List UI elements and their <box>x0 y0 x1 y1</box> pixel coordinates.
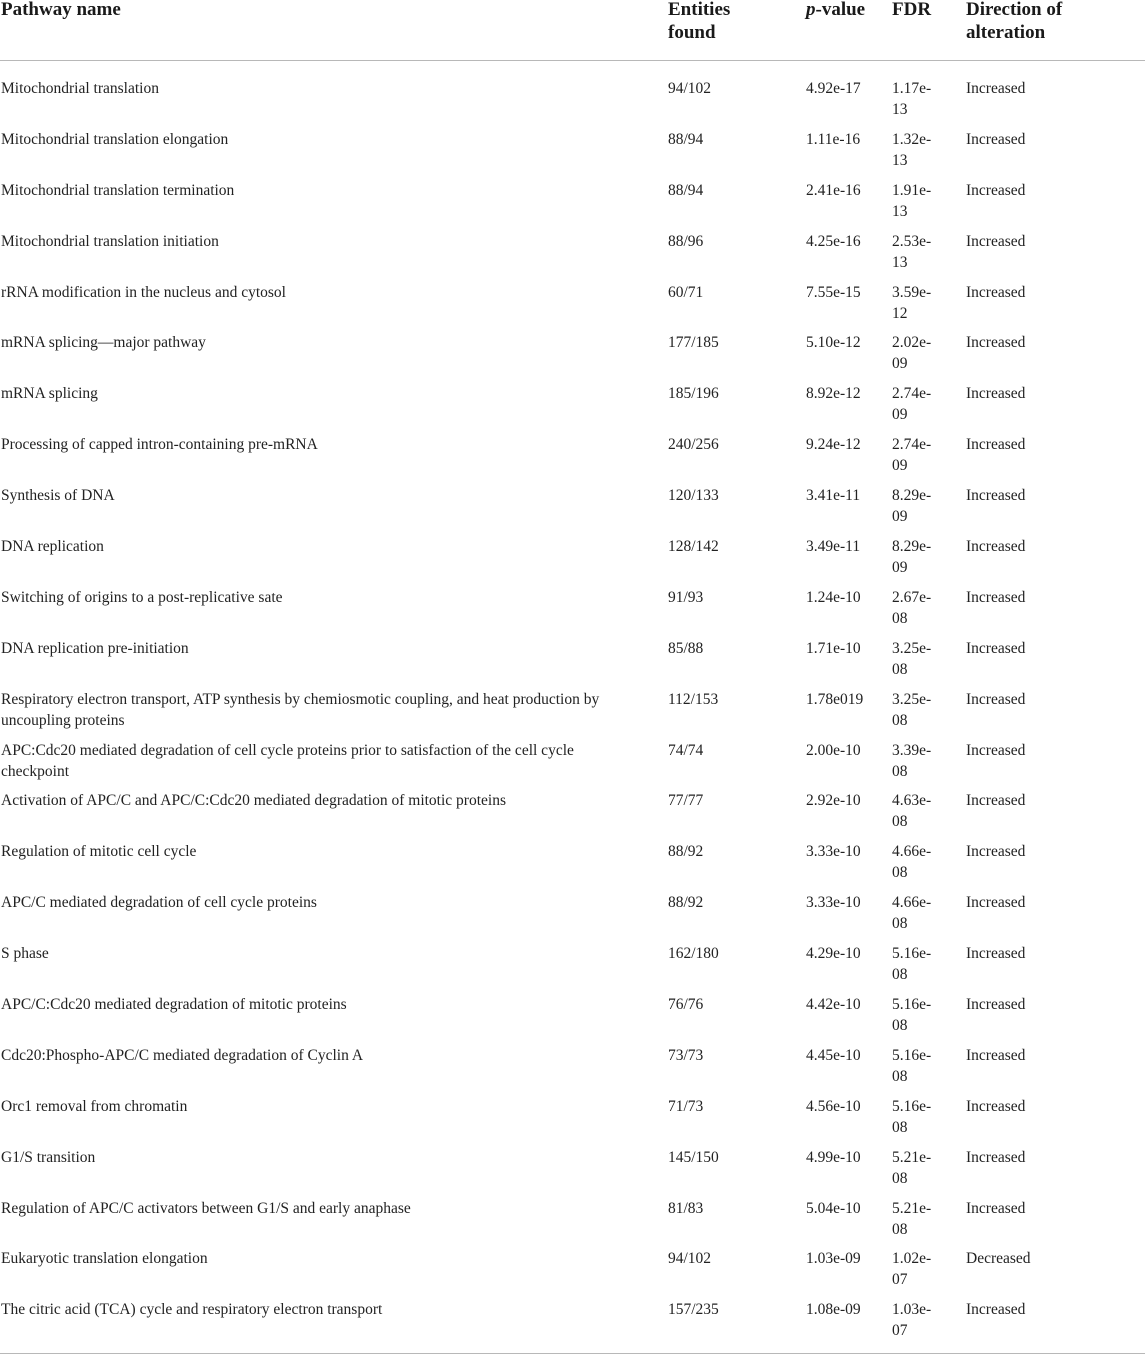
cell-entities-found: 157/235 <box>668 1301 719 1319</box>
cell-pathway-name: DNA replication pre-initiation <box>1 639 189 657</box>
table-bottom-rule <box>0 1353 1145 1354</box>
cell-pathway-name: Regulation of APC/C activators between G1/S and early anaphase <box>1 1199 411 1217</box>
cell-entities-found: 85/88 <box>668 639 704 657</box>
cell-pathway-name: S phase <box>1 945 49 963</box>
cell-direction: Increased <box>966 945 1026 963</box>
cell-fdr: 1.32e-13 <box>892 130 932 169</box>
cell-fdr: 1.17e-13 <box>892 80 932 118</box>
table-row <box>0 1096 1145 1147</box>
table-body <box>0 78 1145 1350</box>
cell-direction: Increased <box>966 487 1026 505</box>
cell-fdr: 3.39e-08 <box>892 741 932 780</box>
cell-direction: Increased <box>966 538 1026 556</box>
cell-direction: Increased <box>966 181 1026 199</box>
table-row <box>0 332 1145 383</box>
cell-entities-found: 73/73 <box>668 1046 704 1064</box>
cell-p-value: 2.92e-10 <box>806 792 861 810</box>
cell-entities-found: 120/133 <box>668 487 719 505</box>
header-p-value-rest: -value <box>815 0 866 20</box>
table-row <box>0 180 1145 231</box>
cell-entities-found: 185/196 <box>668 385 719 403</box>
cell-p-value: 3.33e-10 <box>806 843 861 861</box>
cell-p-value: 4.99e-10 <box>806 1148 861 1166</box>
cell-p-value: 1.03e-09 <box>806 1250 861 1268</box>
cell-fdr: 3.25e-08 <box>892 639 932 678</box>
header-p-value <box>806 0 886 21</box>
cell-pathway-name: Orc1 removal from chromatin <box>1 1097 188 1115</box>
cell-fdr: 2.74e-09 <box>892 385 932 424</box>
cell-direction: Increased <box>966 385 1026 403</box>
cell-pathway-name: Processing of capped intron-containing pre-mRNA <box>1 436 318 454</box>
table-row <box>0 282 1145 333</box>
table-row <box>0 231 1145 282</box>
header-entities-found: Entities found <box>668 0 731 43</box>
cell-p-value: 4.29e-10 <box>806 945 861 963</box>
cell-entities-found: 94/102 <box>668 1250 712 1268</box>
cell-direction: Increased <box>966 996 1026 1014</box>
cell-direction: Increased <box>966 1199 1026 1217</box>
cell-entities-found: 91/93 <box>668 588 704 606</box>
table-row <box>0 536 1145 587</box>
cell-fdr: 2.67e-08 <box>892 588 932 627</box>
cell-direction: Increased <box>966 334 1026 352</box>
cell-pathway-name: APC:Cdc20 mediated degradation of cell cycle proteins prior to satisfaction of the cell cycle checkpoint <box>1 741 574 780</box>
cell-entities-found: 145/150 <box>668 1148 719 1166</box>
cell-pathway-name: Activation of APC/C and APC/C:Cdc20 mediated degradation of mitotic proteins <box>1 792 506 810</box>
cell-fdr: 2.02e-09 <box>892 334 932 373</box>
cell-pathway-name: G1/S transition <box>1 1148 96 1166</box>
cell-p-value: 3.49e-11 <box>806 538 861 556</box>
cell-p-value: 1.71e-10 <box>806 639 861 657</box>
cell-fdr: 1.03e-07 <box>892 1301 932 1340</box>
table-row <box>0 892 1145 943</box>
cell-entities-found: 81/83 <box>668 1199 704 1217</box>
cell-p-value: 2.41e-16 <box>806 181 861 199</box>
cell-pathway-name: Cdc20:Phospho-APC/C mediated degradation of Cyclin A <box>1 1046 364 1064</box>
cell-direction: Increased <box>966 1301 1026 1319</box>
cell-p-value: 4.56e-10 <box>806 1097 861 1115</box>
cell-pathway-name: Synthesis of DNA <box>1 487 115 505</box>
cell-entities-found: 88/92 <box>668 894 704 912</box>
cell-fdr: 5.21e-08 <box>892 1148 932 1187</box>
cell-p-value: 4.25e-16 <box>806 232 861 250</box>
table-row <box>0 129 1145 180</box>
table-row <box>0 689 1145 740</box>
cell-pathway-name: Switching of origins to a post-replicative sate <box>1 588 283 606</box>
table-row <box>0 1198 1145 1249</box>
cell-fdr: 1.02e-07 <box>892 1250 932 1289</box>
cell-direction: Increased <box>966 283 1026 301</box>
cell-fdr: 1.91e-13 <box>892 181 932 220</box>
cell-pathway-name: mRNA splicing <box>1 385 98 403</box>
cell-pathway-name: Mitochondrial translation initiation <box>1 232 219 250</box>
cell-p-value: 2.00e-10 <box>806 741 861 759</box>
cell-entities-found: 88/94 <box>668 181 704 199</box>
cell-p-value: 1.08e-09 <box>806 1301 861 1319</box>
cell-fdr: 5.16e-08 <box>892 945 932 984</box>
table-row <box>0 383 1145 434</box>
cell-entities-found: 88/94 <box>668 130 704 148</box>
cell-entities-found: 76/76 <box>668 996 704 1014</box>
header-p-value-italic: p <box>806 0 816 20</box>
header-pathway-name: Pathway name <box>1 0 121 20</box>
cell-pathway-name: Respiratory electron transport, ATP synthesis by chemiosmotic coupling, and heat production by uncoupling proteins <box>1 690 600 729</box>
cell-p-value: 5.04e-10 <box>806 1199 861 1217</box>
header-fdr: FDR <box>892 0 932 20</box>
cell-entities-found: 71/73 <box>668 1097 704 1115</box>
cell-p-value: 7.55e-15 <box>806 283 861 301</box>
table-row <box>0 1299 1145 1350</box>
cell-direction: Increased <box>966 690 1026 708</box>
table-row <box>0 943 1145 994</box>
table-row <box>0 1045 1145 1096</box>
table-row <box>0 994 1145 1045</box>
cell-p-value: 3.33e-10 <box>806 894 861 912</box>
table-row <box>0 740 1145 791</box>
cell-entities-found: 177/185 <box>668 334 719 352</box>
cell-direction: Increased <box>966 843 1026 861</box>
cell-fdr: 4.66e-08 <box>892 843 932 882</box>
cell-pathway-name: mRNA splicing—major pathway <box>1 334 206 352</box>
cell-pathway-name: Eukaryotic translation elongation <box>1 1250 208 1268</box>
cell-p-value: 1.78e019 <box>806 690 864 708</box>
table-row <box>0 485 1145 536</box>
cell-fdr: 3.59e-12 <box>892 283 932 322</box>
cell-direction: Increased <box>966 130 1026 148</box>
cell-entities-found: 88/92 <box>668 843 704 861</box>
cell-pathway-name: The citric acid (TCA) cycle and respiratory electron transport <box>1 1301 383 1319</box>
cell-entities-found: 60/71 <box>668 283 704 301</box>
cell-direction: Increased <box>966 1046 1026 1064</box>
table-row <box>0 78 1145 129</box>
cell-fdr: 5.16e-08 <box>892 996 932 1035</box>
cell-p-value: 3.41e-11 <box>806 487 861 505</box>
cell-fdr: 4.63e-08 <box>892 792 932 831</box>
cell-fdr: 5.16e-08 <box>892 1097 932 1136</box>
table-row <box>0 1248 1145 1299</box>
cell-p-value: 1.24e-10 <box>806 588 861 606</box>
table-row <box>0 841 1145 892</box>
cell-entities-found: 94/102 <box>668 80 712 97</box>
cell-entities-found: 162/180 <box>668 945 719 963</box>
cell-direction: Increased <box>966 232 1026 250</box>
cell-direction: Increased <box>966 792 1026 810</box>
cell-fdr: 2.53e-13 <box>892 232 932 271</box>
cell-pathway-name: rRNA modification in the nucleus and cytosol <box>1 283 286 301</box>
cell-entities-found: 88/96 <box>668 232 704 250</box>
table-row <box>0 1147 1145 1198</box>
cell-fdr: 5.21e-08 <box>892 1199 932 1238</box>
cell-pathway-name: Mitochondrial translation <box>1 80 159 97</box>
cell-direction: Increased <box>966 1148 1026 1166</box>
table-row <box>0 587 1145 638</box>
cell-direction: Increased <box>966 1097 1026 1115</box>
table-row <box>0 790 1145 841</box>
cell-entities-found: 112/153 <box>668 690 719 708</box>
cell-p-value: 5.10e-12 <box>806 334 861 352</box>
cell-pathway-name: Mitochondrial translation elongation <box>1 130 229 148</box>
cell-p-value: 1.11e-16 <box>806 130 861 148</box>
cell-p-value: 4.45e-10 <box>806 1046 861 1064</box>
cell-fdr: 4.66e-08 <box>892 894 932 933</box>
cell-fdr: 8.29e-09 <box>892 487 932 526</box>
cell-fdr: 8.29e-09 <box>892 538 932 577</box>
cell-entities-found: 128/142 <box>668 538 719 556</box>
cell-p-value: 4.92e-17 <box>806 80 861 97</box>
cell-direction: Decreased <box>966 1250 1031 1268</box>
cell-fdr: 2.74e-09 <box>892 436 932 475</box>
table-header-row <box>0 0 1145 61</box>
cell-fdr: 5.16e-08 <box>892 1046 932 1085</box>
cell-pathway-name: APC/C:Cdc20 mediated degradation of mitotic proteins <box>1 996 347 1014</box>
cell-p-value: 4.42e-10 <box>806 996 861 1014</box>
cell-pathway-name: Mitochondrial translation termination <box>1 181 235 199</box>
cell-entities-found: 240/256 <box>668 436 719 454</box>
table-row <box>0 434 1145 485</box>
cell-pathway-name: Regulation of mitotic cell cycle <box>1 843 197 861</box>
cell-direction: Increased <box>966 588 1026 606</box>
cell-fdr: 3.25e-08 <box>892 690 932 729</box>
cell-direction: Increased <box>966 741 1026 759</box>
cell-pathway-name: APC/C mediated degradation of cell cycle proteins <box>1 894 317 912</box>
cell-pathway-name: DNA replication <box>1 538 104 556</box>
cell-p-value: 8.92e-12 <box>806 385 861 403</box>
cell-direction: Increased <box>966 436 1026 454</box>
cell-direction: Increased <box>966 639 1026 657</box>
cell-direction: Increased <box>966 894 1026 912</box>
cell-entities-found: 77/77 <box>668 792 704 810</box>
cell-entities-found: 74/74 <box>668 741 704 759</box>
table-row <box>0 638 1145 689</box>
header-direction-of-alteration: Direction of alteration <box>966 0 1063 43</box>
cell-p-value: 9.24e-12 <box>806 436 861 454</box>
cell-direction: Increased <box>966 80 1026 97</box>
